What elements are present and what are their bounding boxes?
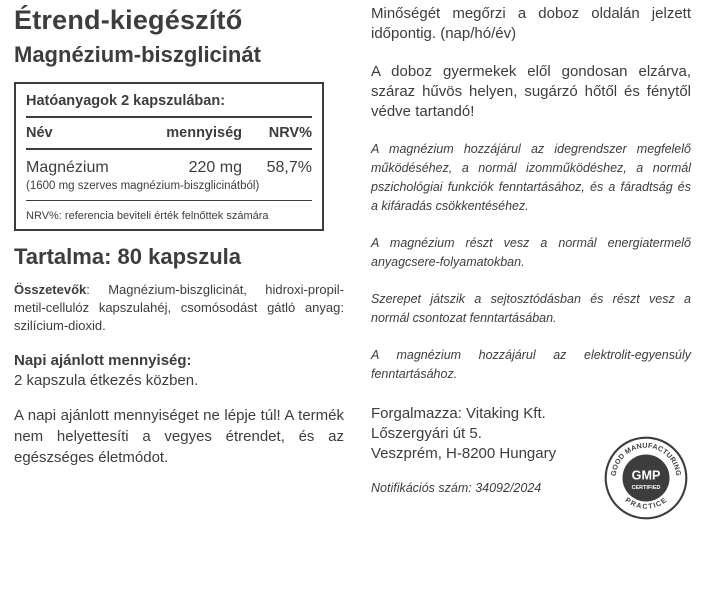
warning-text: A napi ajánlott mennyiséget ne lépje túl! A termék nem helyettesíti a vegyes étrendet, és az egészséges életmódot. bbox=[14, 407, 344, 466]
ingredient-amount: 220 mg bbox=[188, 159, 242, 176]
storage-text: A doboz gyermekek elől gondosan elzárva, száraz hűvös helyen, sugárzó hőtől és fénytől védve tartandó! bbox=[371, 63, 691, 120]
health-claim: Szerepet játszik a sejtosztódásban és részt vesz a normál csontozat fenntartásában. bbox=[371, 292, 691, 325]
ingredient-source-note: (1600 mg szerves magnézium-biszglicinátból) bbox=[26, 178, 312, 201]
ingredients-paragraph bbox=[14, 281, 344, 335]
table-header-row bbox=[26, 118, 312, 150]
header-name: Név bbox=[26, 125, 53, 141]
dose-text: 2 kapszula étkezés közben. bbox=[14, 372, 199, 389]
health-claim: A magnézium hozzájárul az elektrolit-egyensúly fenntartásához. bbox=[371, 348, 691, 381]
gmp-bottom-text: PRACTICE bbox=[623, 496, 669, 511]
ingredient-name: Magnézium bbox=[26, 159, 109, 176]
product-category-title: Étrend-kiegészítő bbox=[14, 5, 243, 35]
health-claim: A magnézium hozzájárul az idegrendszer megfelelő működéséhez, a normál izomműködéshez, a normál pszichológiai funkciók fenntartásához, és a fáradtság és a kifáradás csökkentéséhez. bbox=[371, 142, 691, 213]
gmp-center-big: GMP bbox=[631, 468, 661, 483]
product-name: Magnézium-biszglicinát bbox=[14, 42, 261, 67]
dose-title: Napi ajánlott mennyiség: bbox=[14, 352, 192, 369]
notification-number: Notifikációs szám: 34092/2024 bbox=[371, 481, 542, 495]
ingredients-text: : Magnézium-biszglicinát, hidroxi-propil-metil-cellulóz kapszulahéj, csomósodást gátló anyag: szilícium-dioxid. bbox=[14, 282, 344, 333]
header-nrv: NRV% bbox=[268, 125, 312, 141]
package-content: Tartalma: 80 kapszula bbox=[14, 244, 242, 269]
active-ingredients-table bbox=[14, 82, 324, 231]
distributor-city: Veszprém, H-8200 Hungary bbox=[371, 445, 557, 462]
table-heading: Hatóanyagok 2 kapszulában: bbox=[26, 92, 312, 118]
health-claim: A magnézium részt vesz a normál energiatermelő anyagcsere-folyamatokban. bbox=[371, 236, 691, 269]
distributor-street: Lőszergyári út 5. bbox=[371, 425, 482, 442]
left-column bbox=[14, 4, 344, 468]
ingredients-label: Összetevők bbox=[14, 282, 87, 297]
right-column bbox=[371, 4, 691, 496]
ingredient-nrv: 58,7% bbox=[266, 159, 312, 176]
gmp-certified-seal-icon bbox=[604, 436, 688, 520]
gmp-top-text: GOOD MANUFACTURING bbox=[609, 441, 683, 477]
gmp-center-small: CERTIFIED bbox=[631, 484, 661, 491]
table-row bbox=[26, 150, 312, 178]
header-amount: mennyiség bbox=[166, 125, 242, 141]
best-before-text: Minőségét megőrzi a doboz oldalán jelzett időpontig. (nap/hó/év) bbox=[371, 5, 691, 42]
distributor-name: Forgalmazza: Vitaking Kft. bbox=[371, 405, 546, 422]
nrv-footnote: NRV%: referencia beviteli érték felnőttek számára bbox=[26, 210, 269, 222]
